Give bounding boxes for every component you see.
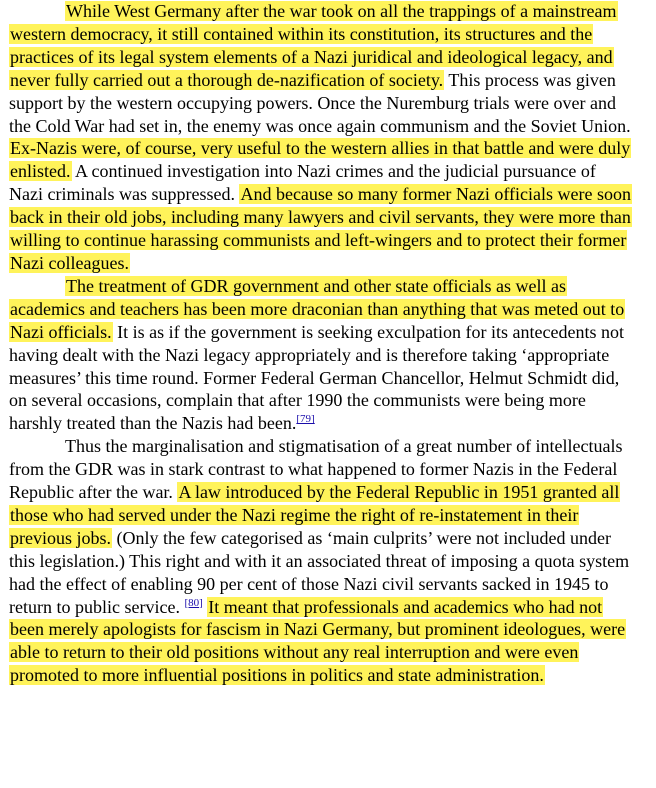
body-text: This process was given support by the western occupying powers. Once the Nuremburg trials were over and the Cold War had set in, the enemy was once again communism and the Soviet Union.: [9, 69, 631, 136]
highlighted-text: Ex-Nazis were, of course, very useful to the western allies in that battle and were duly enlisted.: [10, 138, 631, 182]
paragraph-3: [9, 435, 633, 687]
footnote-link-79[interactable]: [79]: [296, 413, 315, 426]
paragraph-2: [9, 275, 633, 435]
document-page: [9, 0, 633, 687]
body-text: A continued investigation into Nazi crimes and the judicial pursuance of Nazi criminals was suppressed.: [9, 161, 596, 205]
highlighted-text: The treatment of GDR government and other state officials as well as academics and teachers has been more draconian than anything that was meted out to Nazi officials.: [10, 275, 625, 342]
body-text: It is as if the government is seeking exculpation for its antecedents not having dealt with the Nazi legacy appropriately and is therefore taking ‘appropriate measures’ this time round. Former Federal German Chancellor, Helmut Schmidt did, on several occasions, complain that after 1990 the communists were being more harshly treated than the Nazis had been.: [9, 321, 625, 434]
footnote-link-80[interactable]: [80]: [184, 596, 203, 609]
highlighted-text: And because so many former Nazi officials were soon back in their old jobs, including many lawyers and civil servants, they were more than willing to continue harassing communists and left-wingers and to protect their former Nazi colleagues.: [10, 184, 631, 273]
highlighted-text: While West Germany after the war took on all the trappings of a mainstream western democracy, it still contained within its constitution, its structures and the practices of its legal system elements of a Nazi juridical and ideological legacy, and never fully carried out a thorough de-nazification of society.: [10, 1, 617, 90]
body-text: Thus the marginalisation and stigmatisation of a great number of intellectuals from the GDR was in stark contrast to what happened to former Nazis in the Federal Republic after the war.: [9, 436, 623, 503]
paragraph-1: [9, 0, 633, 275]
highlighted-text: A law introduced by the Federal Republic in 1951 granted all those who had served under the Nazi regime the right of re-instatement in their previous jobs.: [10, 482, 620, 548]
highlighted-text: It meant that professionals and academics who had not been merely apologists for fascism in Nazi Germany, but prominent ideologues, were able to return to their old positions without any real interruption and were even promoted to more influential positions in politics and state administration.: [10, 596, 626, 686]
body-text: (Only the few categorised as ‘main culprits’ were not included under this legislation.) This right and with it an associated threat of imposing a quota system had the effect of enabling 90 per cent of those Nazi civil servants sacked in 1945 to return to public service.: [9, 527, 630, 617]
